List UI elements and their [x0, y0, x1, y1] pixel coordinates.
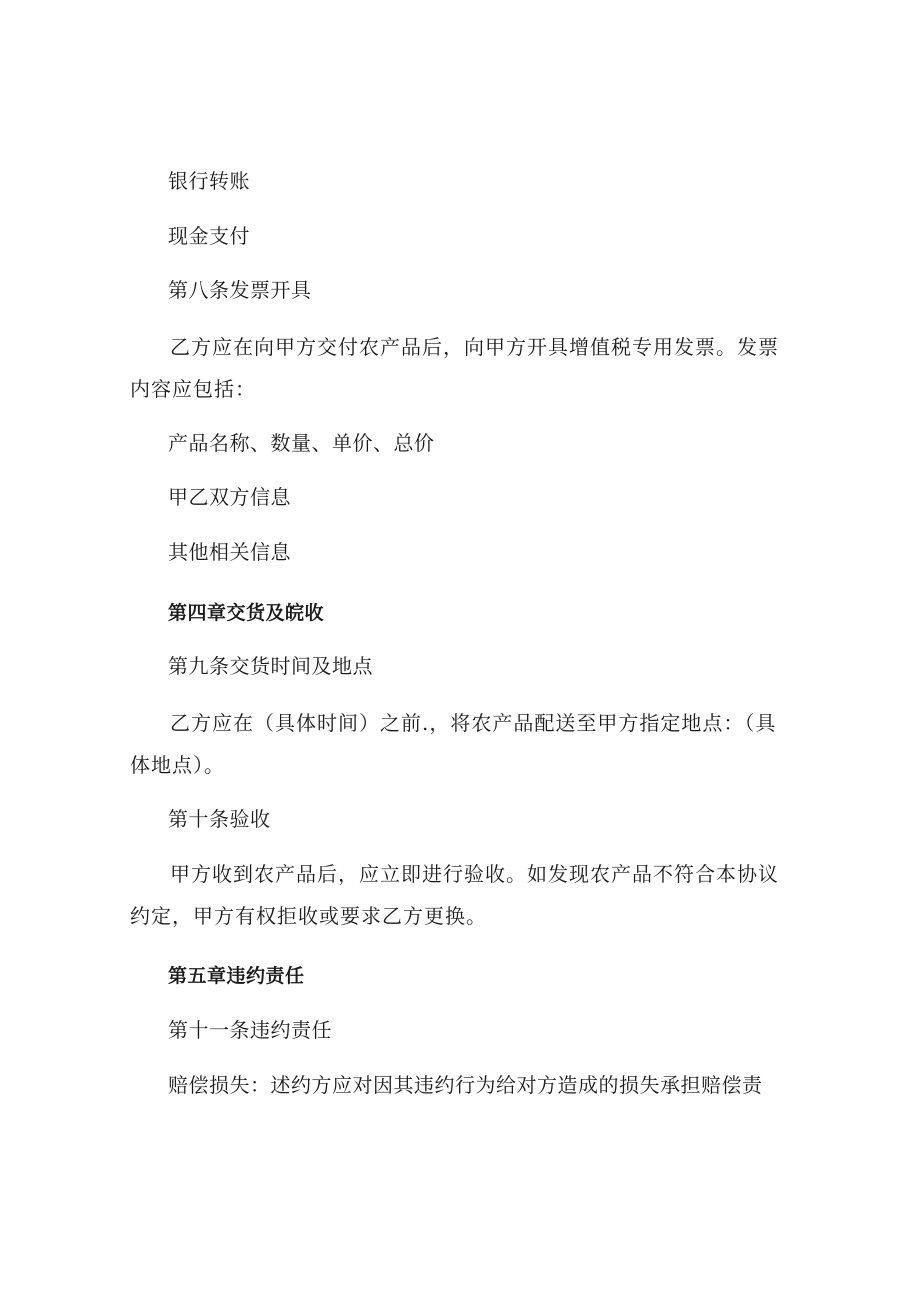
article-11-paragraph: 赔偿损失：述约方应对因其违约行为给对方造成的损失承担赔偿责 [168, 1073, 763, 1097]
article-11-title: 第十一条违约责任 [168, 1018, 332, 1042]
invoice-item-product-info: 产品名称、数量、单价、总价 [168, 431, 435, 455]
payment-method-bank-transfer: 银行转账 [168, 169, 250, 193]
chapter-4-heading: 第四章交货及皖收 [168, 602, 325, 624]
invoice-item-party-info: 甲乙双方信息 [168, 485, 291, 509]
article-8-title: 第八条发票开具 [168, 278, 312, 302]
article-10-title: 第十条验收 [168, 807, 271, 831]
article-10-paragraph: 甲方收到农产品后，应立即进行验收。如发现农产品不符合本协议约定，甲方有权拒收或要求乙方更换。 [130, 862, 779, 928]
article-8-paragraph: 乙方应在向甲方交付农产品后，向甲方开具增值税专用发票。发票内容应包括： [130, 335, 779, 401]
chapter-5-heading: 第五章违约责任 [168, 965, 305, 987]
payment-method-cash: 现金支付 [168, 224, 250, 248]
article-9-paragraph: 乙方应在（具体时间）之前.，将农产品配送至甲方指定地点：（具体地点）。 [130, 711, 777, 777]
invoice-item-other-info: 其他相关信息 [168, 540, 291, 564]
article-9-title: 第九条交货时间及地点 [168, 654, 373, 678]
